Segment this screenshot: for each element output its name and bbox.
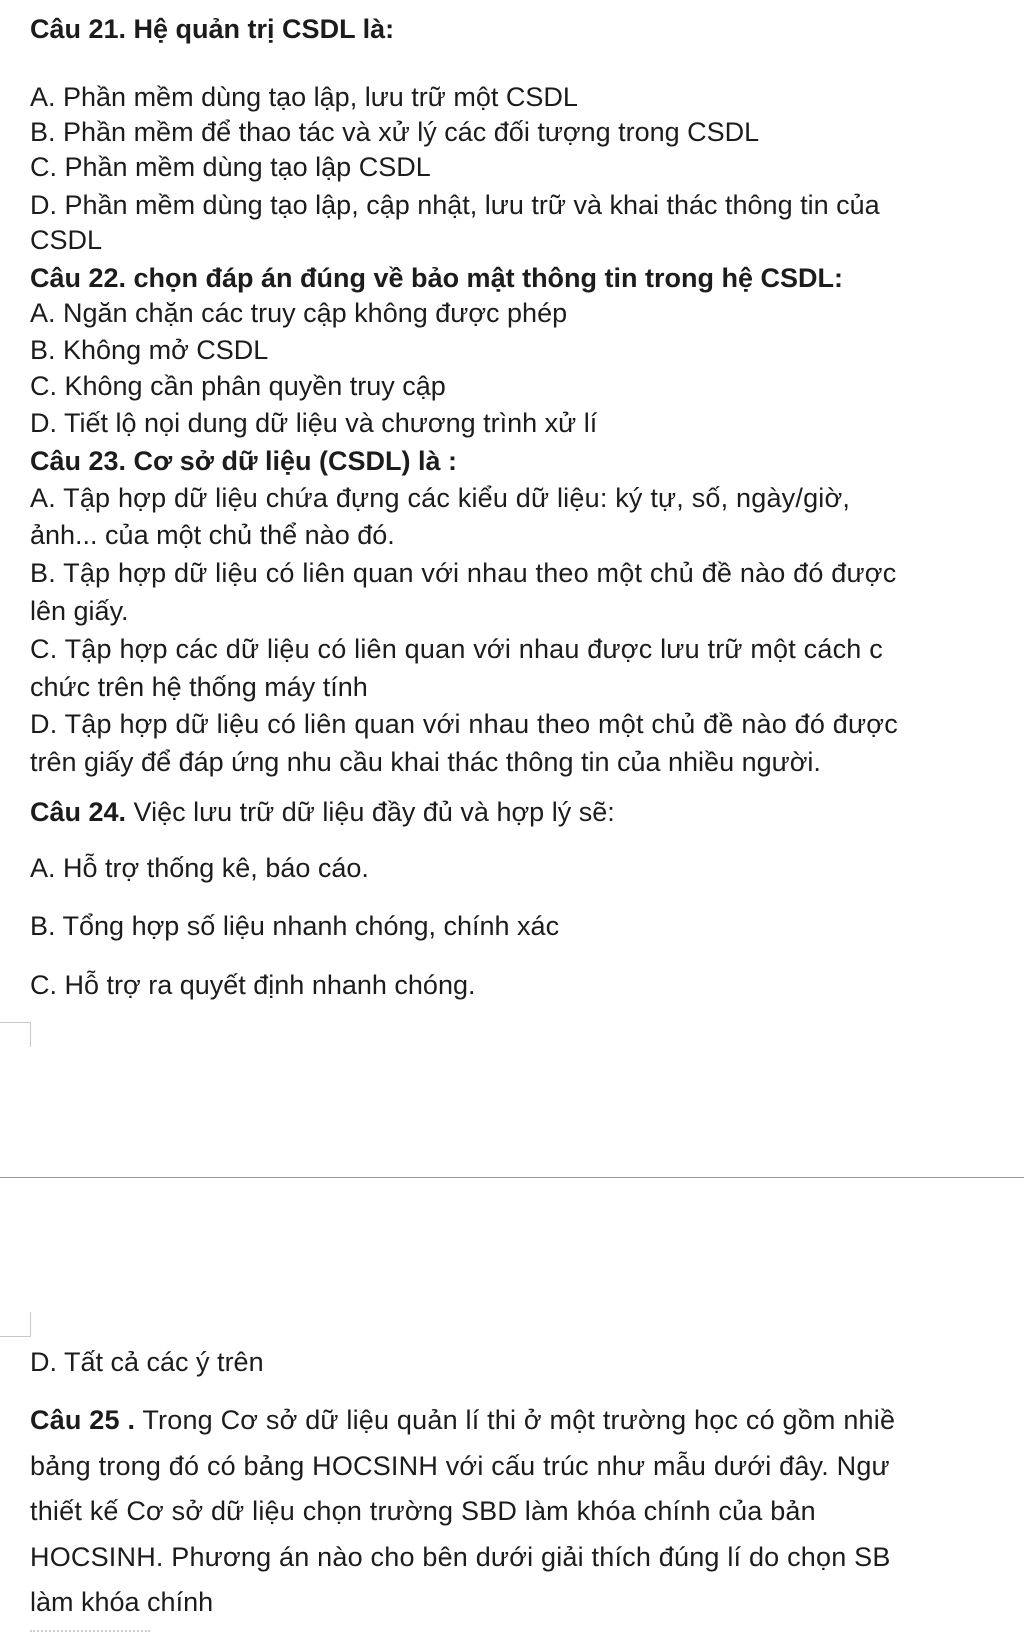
question-23-title: Câu 23. Cơ sở dữ liệu (CSDL) là : bbox=[30, 446, 458, 476]
question-25-label: Câu 25 . bbox=[30, 1405, 136, 1435]
question-21-title: Câu 21. Hệ quản trị CSDL là: bbox=[30, 14, 395, 44]
question-24-option-d: D. Tất cả các ý trên bbox=[30, 1347, 264, 1377]
question-25-line-2: bảng trong đó có bảng HOCSINH với cấu trúc như mẫu dưới đây. Ngư bbox=[30, 1451, 890, 1481]
question-25-line-3: thiết kế Cơ sở dữ liệu chọn trường SBD làm khóa chính của bản bbox=[30, 1496, 816, 1526]
question-24-option-a: A. Hỗ trợ thống kê, báo cáo. bbox=[30, 853, 369, 883]
question-25-text: Trong Cơ sở dữ liệu quản lí thi ở một trường học có gồm nhiề bbox=[135, 1405, 896, 1435]
page-corner-marker bbox=[0, 1022, 31, 1047]
question-23-option-b: B. Tập hợp dữ liệu có liên quan với nhau theo một chủ đề nào đó được bbox=[30, 558, 897, 588]
question-21-option-c: C. Phần mềm dùng tạo lập CSDL bbox=[30, 152, 431, 182]
question-25-line-4: HOCSINH. Phương án nào cho bên dưới giải thích đúng lí do chọn SB bbox=[30, 1542, 891, 1572]
question-24-title bbox=[30, 795, 615, 829]
question-23-option-c: C. Tập hợp các dữ liệu có liên quan với nhau được lưu trữ một cách c bbox=[30, 634, 883, 664]
question-22-option-a: A. Ngăn chặn các truy cập không được phép bbox=[30, 298, 568, 328]
question-23-option-c-cont: chức trên hệ thống máy tính bbox=[30, 672, 368, 702]
question-23-option-a: A. Tập hợp dữ liệu chứa đựng các kiểu dữ liệu: ký tự, số, ngày/giờ, bbox=[30, 483, 851, 513]
question-21-option-a: A. Phần mềm dùng tạo lập, lưu trữ một CSDL bbox=[30, 82, 578, 112]
question-22-option-d: D. Tiết lộ nọi dung dữ liệu và chương trình xử lí bbox=[30, 408, 598, 438]
question-23-option-b-cont: lên giấy. bbox=[30, 596, 129, 626]
page-edge-artifact bbox=[30, 1630, 150, 1635]
question-24-text: Việc lưu trữ dữ liệu đầy đủ và hợp lý sẽ: bbox=[126, 797, 615, 827]
question-25-line-1 bbox=[30, 1403, 895, 1437]
question-21-option-d: D. Phần mềm dùng tạo lập, cập nhật, lưu trữ và khai thác thông tin của bbox=[30, 190, 880, 220]
question-21-option-b: B. Phần mềm để thao tác và xử lý các đối tượng trong CSDL bbox=[30, 117, 760, 147]
question-23-option-d-cont: trên giấy để đáp ứng nhu cầu khai thác thông tin của nhiều người. bbox=[30, 747, 821, 777]
page-break-divider bbox=[0, 1177, 1024, 1178]
question-23-option-a-cont: ảnh... của một chủ thể nào đó. bbox=[30, 520, 395, 550]
question-24-option-c: C. Hỗ trợ ra quyết định nhanh chóng. bbox=[30, 970, 476, 1000]
question-25-line-5: làm khóa chính bbox=[30, 1587, 214, 1617]
question-22-title: Câu 22. chọn đáp án đúng về bảo mật thông tin trong hệ CSDL: bbox=[30, 263, 844, 293]
question-23-option-d: D. Tập hợp dữ liệu có liên quan với nhau theo một chủ đề nào đó được bbox=[30, 709, 898, 739]
page-corner-marker bbox=[0, 1312, 31, 1337]
question-24-option-b: B. Tổng hợp số liệu nhanh chóng, chính xác bbox=[30, 911, 560, 941]
question-24-label: Câu 24. bbox=[30, 797, 127, 827]
question-22-option-b: B. Không mở CSDL bbox=[30, 335, 269, 365]
question-22-option-c: C. Không cần phân quyền truy cập bbox=[30, 371, 446, 401]
question-21-option-d-cont: CSDL bbox=[30, 225, 103, 255]
